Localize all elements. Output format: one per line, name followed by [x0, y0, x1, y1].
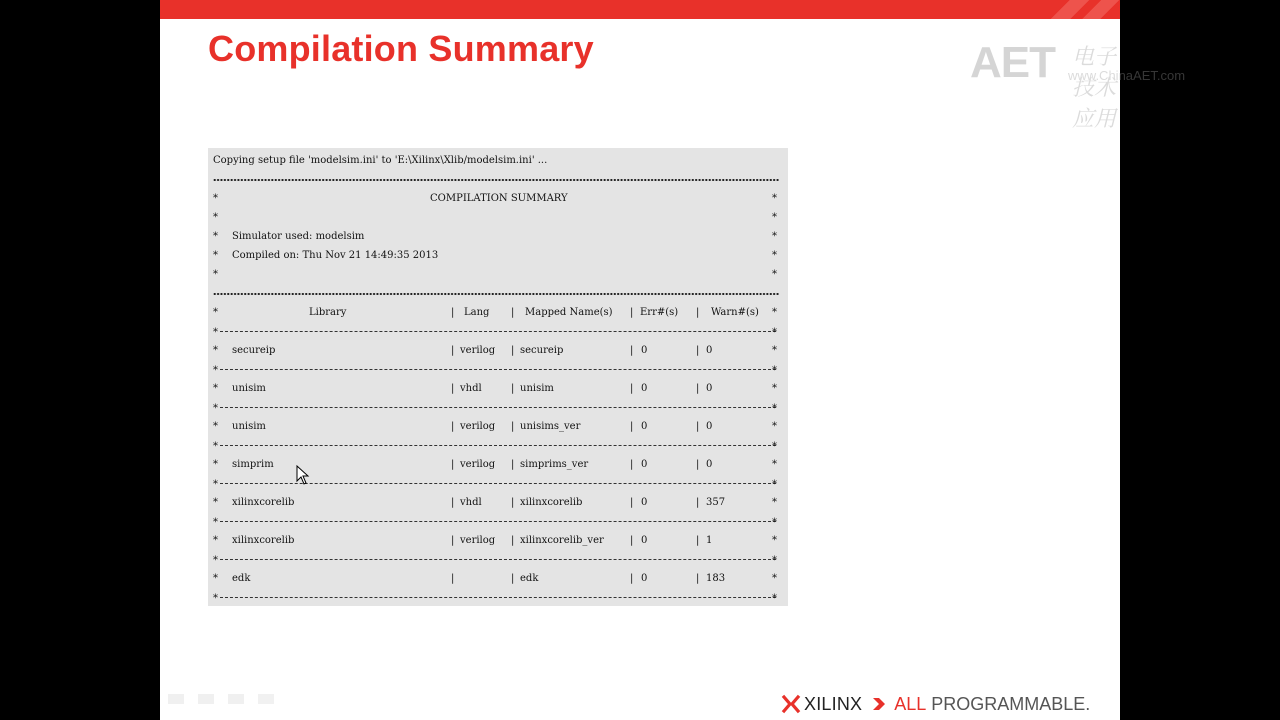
column-divider: | — [630, 421, 634, 432]
border-star: * — [772, 517, 777, 528]
column-divider: | — [696, 307, 700, 318]
footer-brand: XILINX — [804, 693, 863, 714]
border-star: * — [213, 231, 218, 242]
column-divider: | — [511, 383, 515, 394]
border-star: * — [772, 421, 777, 432]
column-divider: | — [511, 421, 515, 432]
column-divider: | — [696, 383, 700, 394]
border-star: * — [213, 383, 218, 394]
column-divider: | — [511, 535, 515, 546]
border-star: * — [772, 250, 777, 261]
footer-tagline-programmable: PROGRAMMABLE. — [931, 693, 1091, 714]
column-divider: | — [451, 421, 455, 432]
column-divider: | — [451, 383, 455, 394]
top-bar-decoration — [1040, 0, 1120, 19]
column-divider: | — [696, 573, 700, 584]
border-star: * — [213, 193, 218, 204]
column-divider: | — [511, 345, 515, 356]
col-header-lang: Lang — [464, 307, 490, 318]
cell-library: xilinxcorelib — [232, 497, 295, 508]
column-divider: | — [511, 573, 515, 584]
cell-err: 0 — [641, 421, 648, 432]
column-divider: | — [630, 307, 634, 318]
border-star: * — [213, 421, 218, 432]
cell-library: unisim — [232, 383, 266, 394]
border-star: * — [213, 441, 218, 452]
cell-warn: 0 — [706, 383, 713, 394]
cell-warn: 183 — [706, 573, 726, 584]
cell-mapped: simprims_ver — [520, 459, 589, 470]
cell-lang: verilog — [460, 345, 496, 356]
border-star: * — [772, 231, 777, 242]
cell-warn: 1 — [706, 535, 713, 546]
star-separator — [213, 291, 779, 297]
border-star: * — [772, 573, 777, 584]
column-divider: | — [451, 345, 455, 356]
column-divider: | — [696, 497, 700, 508]
top-accent-bar — [160, 0, 1120, 19]
column-divider: | — [630, 459, 634, 470]
cell-mapped: xilinxcorelib — [520, 497, 583, 508]
column-divider: | — [511, 459, 515, 470]
cell-warn: 0 — [706, 459, 713, 470]
column-divider: | — [511, 307, 515, 318]
column-divider: | — [696, 535, 700, 546]
border-star: * — [772, 193, 777, 204]
border-star: * — [213, 479, 218, 490]
cell-err: 0 — [641, 497, 648, 508]
border-star: * — [213, 345, 218, 356]
border-star: * — [772, 497, 777, 508]
border-star: * — [213, 250, 218, 261]
border-star: * — [213, 593, 218, 604]
column-divider: | — [630, 345, 634, 356]
xilinx-footer-logo — [782, 692, 1090, 716]
border-star: * — [213, 573, 218, 584]
border-star: * — [213, 535, 218, 546]
border-star: * — [772, 383, 777, 394]
next-slide-icon[interactable] — [258, 694, 274, 704]
prev-slide-icon[interactable] — [168, 694, 184, 704]
border-star: * — [772, 441, 777, 452]
column-divider: | — [696, 459, 700, 470]
cell-warn: 0 — [706, 421, 713, 432]
cell-library: unisim — [232, 421, 266, 432]
watermark-url: www.ChinaAET.com — [1068, 68, 1186, 83]
setup-line: Copying setup file 'modelsim.ini' to 'E:\Xilinx\Xlib/modelsim.ini' ... — [213, 155, 548, 166]
border-star: * — [213, 403, 218, 414]
dashed-separator — [220, 369, 776, 370]
cell-err: 0 — [641, 573, 648, 584]
border-star: * — [772, 459, 777, 470]
cell-warn: 0 — [706, 345, 713, 356]
col-header-mapped: Mapped Name(s) — [525, 307, 613, 318]
cell-lang: verilog — [460, 421, 496, 432]
column-divider: | — [451, 535, 455, 546]
column-divider: | — [451, 307, 455, 318]
summary-heading: COMPILATION SUMMARY — [430, 193, 568, 204]
border-star: * — [213, 269, 218, 280]
pen-icon[interactable] — [198, 694, 214, 704]
border-star: * — [213, 555, 218, 566]
border-star: * — [772, 403, 777, 414]
dashed-separator — [220, 331, 776, 332]
cell-library: edk — [232, 573, 251, 584]
presentation-controls[interactable] — [168, 694, 274, 704]
border-star: * — [772, 212, 777, 223]
cell-lang: verilog — [460, 459, 496, 470]
dashed-separator — [220, 407, 776, 408]
border-star: * — [772, 535, 777, 546]
column-divider: | — [696, 345, 700, 356]
border-star: * — [213, 459, 218, 470]
border-star: * — [772, 345, 777, 356]
col-header-warn: Warn#(s) — [711, 307, 759, 318]
mouse-pointer-icon — [296, 465, 310, 485]
watermark-chinese: 电子技术应用 — [1072, 45, 1117, 132]
slide — [160, 0, 1186, 720]
column-divider: | — [451, 459, 455, 470]
cell-mapped: secureip — [520, 345, 564, 356]
cell-err: 0 — [641, 383, 648, 394]
column-divider: | — [451, 497, 455, 508]
simulator-line: Simulator used: modelsim — [232, 231, 365, 242]
border-star: * — [772, 593, 777, 604]
cell-lang: vhdl — [460, 383, 482, 394]
cell-library: secureip — [232, 345, 276, 356]
border-star: * — [213, 327, 218, 338]
cell-err: 0 — [641, 345, 648, 356]
cell-err: 0 — [641, 459, 648, 470]
column-divider: | — [511, 497, 515, 508]
cell-mapped: unisim — [520, 383, 554, 394]
xilinx-x-icon — [782, 695, 800, 713]
border-star: * — [213, 497, 218, 508]
border-star: * — [772, 307, 777, 318]
column-divider: | — [451, 573, 455, 584]
footer-tagline-all: ALL — [894, 693, 927, 714]
column-divider: | — [696, 421, 700, 432]
cell-mapped: edk — [520, 573, 539, 584]
border-star: * — [772, 269, 777, 280]
cell-library: xilinxcorelib — [232, 535, 295, 546]
cell-mapped: unisims_ver — [520, 421, 581, 432]
column-divider: | — [630, 535, 634, 546]
compiled-line: Compiled on: Thu Nov 21 14:49:35 2013 — [232, 250, 439, 261]
border-star: * — [213, 307, 218, 318]
border-star: * — [213, 365, 218, 376]
dashed-separator — [220, 445, 776, 446]
menu-icon[interactable] — [228, 694, 244, 704]
dashed-separator — [220, 521, 776, 522]
border-star: * — [772, 555, 777, 566]
col-header-err: Err#(s) — [640, 307, 679, 318]
border-star: * — [772, 479, 777, 490]
column-divider: | — [630, 497, 634, 508]
dashed-separator — [220, 597, 776, 598]
border-star: * — [213, 212, 218, 223]
cell-warn: 357 — [706, 497, 726, 508]
column-divider: | — [630, 383, 634, 394]
chevron-right-icon — [872, 697, 886, 711]
cell-lang: vhdl — [460, 497, 482, 508]
cell-mapped: xilinxcorelib_ver — [520, 535, 604, 546]
dashed-separator — [220, 559, 776, 560]
cell-err: 0 — [641, 535, 648, 546]
cell-lang: verilog — [460, 535, 496, 546]
col-header-library: Library — [309, 307, 347, 318]
cell-library: simprim — [232, 459, 274, 470]
column-divider: | — [630, 573, 634, 584]
aet-watermark — [970, 38, 1186, 132]
console-output — [208, 148, 788, 606]
border-star: * — [772, 327, 777, 338]
border-star: * — [772, 365, 777, 376]
slide-title: Compilation Summary — [208, 28, 594, 69]
star-separator — [213, 177, 779, 183]
watermark-logo: AET — [970, 38, 1055, 87]
border-star: * — [213, 517, 218, 528]
